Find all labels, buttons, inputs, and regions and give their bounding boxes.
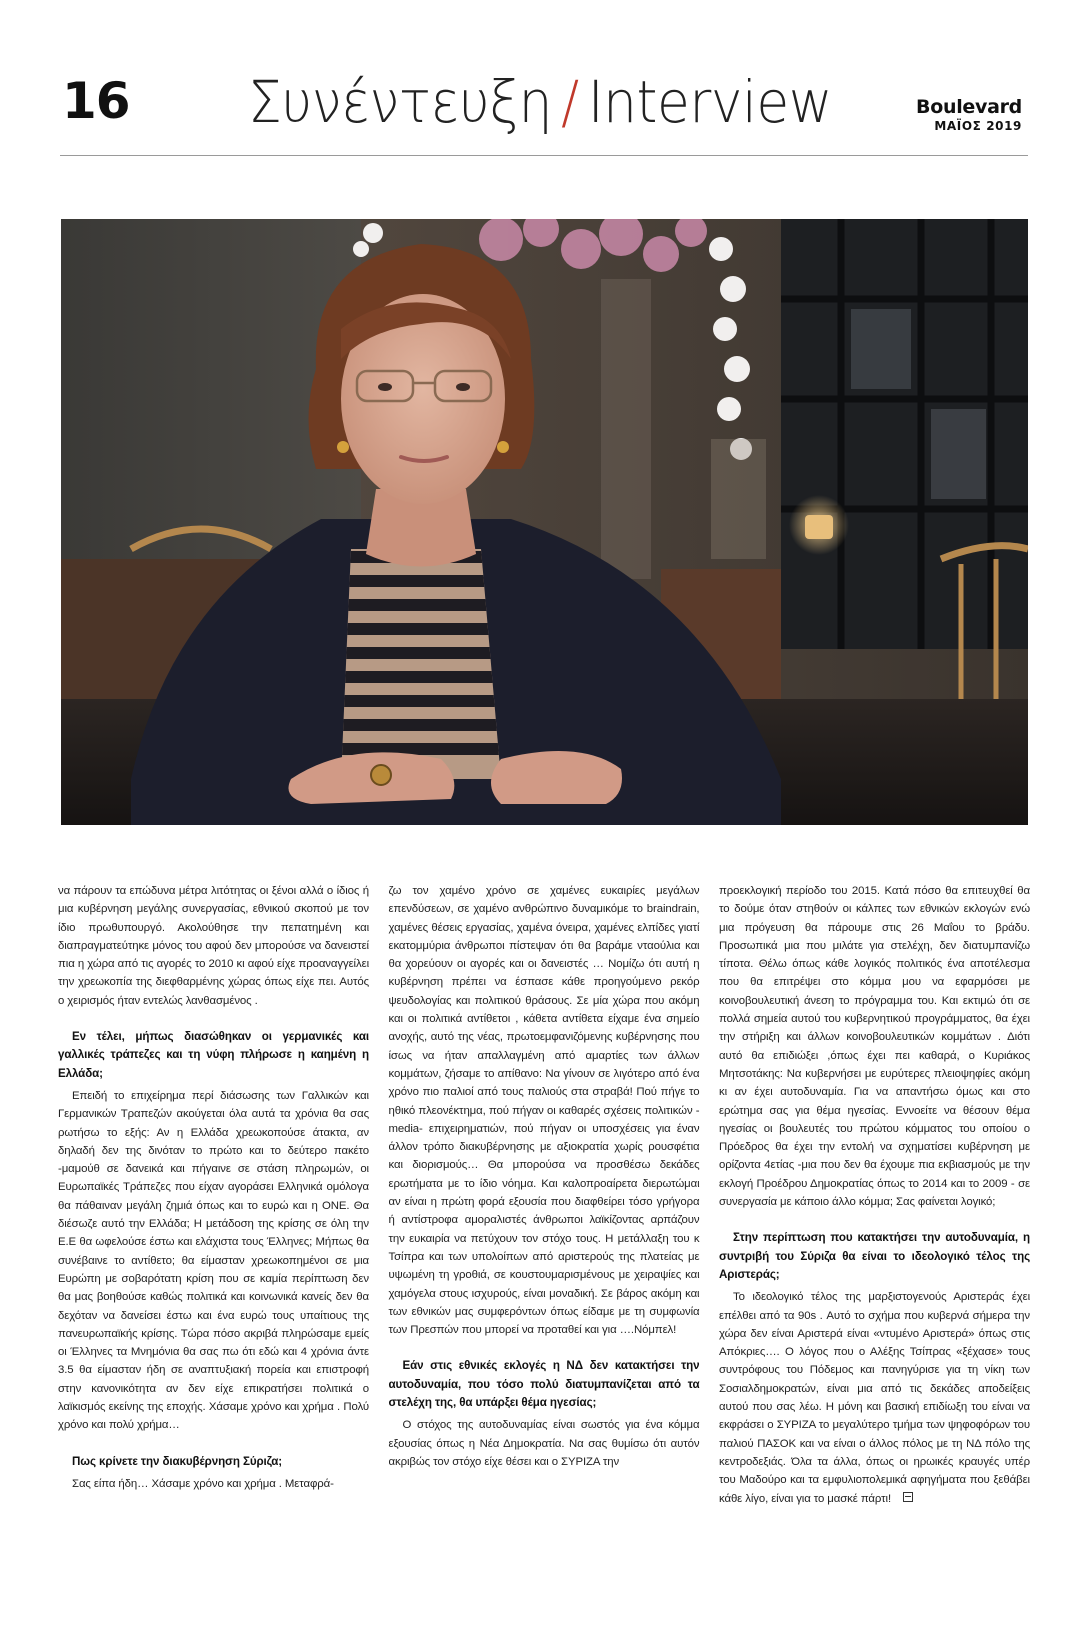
interview-question: Στην περίπτωση που κατακτήσει την αυτοδυναμία, η συντριβή του Σύριζα θα είναι το ιδεολογικό τέλος της Αριστεράς; <box>719 1231 1030 1281</box>
interview-question: Εν τέλει, μήπως διασώθηκαν οι γερμανικές και γαλλικές τράπεζες και τη νύφη πλήρωσε η καημένη η Ελλάδα; <box>58 1030 369 1080</box>
section-title-greek: Συνέντευξη <box>248 68 552 136</box>
header-divider <box>60 155 1028 156</box>
article-column-3 <box>719 882 1030 1622</box>
portrait-illustration <box>61 219 1028 825</box>
end-of-article-icon <box>903 1492 913 1502</box>
paragraph: προεκλογική περίοδο του 2015. Κατά πόσο θα επιτευχθεί θα το δούμε όταν στηθούν οι κάλπες των εθνικών εκλογών ενώ μια πρόγευση θα πάρουμε στις 26 Μαΐου το βράδυ. Προσωπικά μια που μιλάτε για στελέχη, δεν διατυμπανίζω τίποτα. Θέλω όπως κάθε λογικός πολιτικός ένα αποτέλεσμα που θα επιτρέψει στο κόμμα μου να εφαρμόσει με κοινοβουλευτική άνεση το πρόγραμμα του. Και εκτιμώ ότι σε πολλά σημεία αυτού του κυβερνητικού προγράμματος, θα έχει την στήριξη και άλλων κοινοβουλευτικών κομμάτων . Διότι αυτό θα επιδιώξει ,όπως έχει πει καθαρά, ο Κυριάκος Μητσοτάκης: Να κυβερνήσει με ευρύτερες πλειοψηφίες ακόμη κι αν έχει αυτοδυναμία. Για να απαντήσω όμως και στο ερώτημα σας για θέμα ηγεσίας. Εννοείτε να θέσουν θέμα ηγεσίας οι βουλευτές του πρώτου κόμματος του οποίου ο Πρόεδρος θα έχει την εντολή να σχηματίσει κυβέρνηση με ορίζοντα 4ετίας -μια που δεν θα έχουμε πια εκβιασμούς με την εκλογή Προέδρου Δημοκρατίας όπως το 2014 και το 2009 - σε συνεργασία με κάποιο άλλο κόμμα; Σας φαίνεται λογικό; <box>719 885 1030 1209</box>
section-title <box>43 68 1037 136</box>
paragraph: Σας είπα ήδη… Χάσαμε χρόνο και χρήμα . Μεταφρά- <box>72 1477 334 1490</box>
paragraph: Επειδή το επιχείρημα περί διάσωσης των Γαλλικών και Γερμανικών Τραπεζών ακούγεται όλα αυτά τα χρόνια θα σας ρωτήσω το εξής: Αν η Ελλάδα χρεωκοπούσε άτακτα, αν δηλαδή δεν της δινόταν το πρώτο και το δεύτερο πακέτο -μαμούθ σε δανεικά και πήγαινε σε στάση πληρωμών, οι Ευρωπαϊκές Τράπεζες που είχαν αγοράσει Ελληνικά ομόλογα θα πάθαιναν μεγάλη ζημιά όπως και το ευρώ και η ΟΝΕ. Θα διέσωζε αυτό την Ελλάδα; Η μετάδοση της κρίσης σε όλη την Ε.Ε θα ωφελούσε έστω και ελάχιστα τους Έλληνες; Μήπως θα συνέβαινε το αντίθετο; θα είμασταν χρεωκοπημένοι σε μια Ευρώπη με σοβαρότατη κρίση που σε καμία περίπτωση δεν θα μας βοηθούσε καθώς πολιτικά και κοινωνικά κανείς δεν θα δεχόταν να δανείσει έστω και ένα ευρώ τους υπαίτιους της πανευρωπαϊκής κρίσης. Τώρα πόσο ακριβά πληρώσαμε εμείς οι Έλληνες τα Μνημόνια θα σας πω ότι εδώ και 4 χρόνια άντε 3.5 θα είμασταν ήδη σε αναπτυξιακή πορεία και επιστροφή στην κανονικότητα αν δεν είχε επικρατήσει πολιτικά ο λαϊκισμός εκείνης της εποχής. Χάσαμε χρόνο και χρήμα . Πολύ χρόνο και πολύ χρήμα… <box>58 1089 369 1432</box>
paragraph-final-text: Το ιδεολογικό τέλος της μαρξιστογενούς Αριστεράς έχει επέλθει από τα 90s . Αυτό το σχήμα που κυβερνά σήμερα την χώρα δεν είναι Αριστερά είναι «ντυμένο Αριστερά» όπως στις Απόκριες…. Ο λόγος που ο Αλέξης Τσίπρας «ξέχασε» τους συντρόφους του Πόδεμος και πανηγύρισε για τη νίκη των Σοσιαλδημοκρατών, είναι μια από τις δεκάδες αποδείξεις αυτού που σας λέω. Η μόνη και βασική επιδίωξη του είναι να εκφράσει ο ΣΥΡΙΖΑ το μεγαλύτερο τμήμα των ψηφοφόρων του παλιού ΠΑΣΟΚ και να είναι ο άλλος πόλος με τη ΝΔ πόλο της κεντροδεξιάς. Όλα τα άλλα, όπως οι ηρωικές κραυγές υπέρ του Μαδούρο και τα εμφυλιοπολεμικά αφηγήματα που ξεθάβει κάθε λίγο, είναι για το μασκέ πάρτι! <box>719 1291 1030 1505</box>
issue-date: ΜΑΪΟΣ 2019 <box>934 119 1022 133</box>
paragraph: να πάρουν τα επώδυνα μέτρα λιτότητας οι ξένοι αλλά ο ίδιος ή μια κυβέρνηση μεγάλης συνεργασίας, εθνικού σκοπού με τον ίδιο πρωθυπουργό. Ακολούθησε την πεπατημένη και διαπραγματεύτηκε μόνος του αφού δεν μπορούσε να δανειστεί πια η χώρα από τις αγορές το 2010 κι αφού είχε προαναγγείλει την χρεωκοπία της διεφθαρμένης χώρας όπως είχε πει. Αυτός ο χειρισμός ήταν εντελώς λανθασμένος . <box>58 885 369 1007</box>
section-title-separator: / <box>561 68 579 136</box>
publication-brand <box>916 98 1022 133</box>
interview-question: Εάν στις εθνικές εκλογές η ΝΔ δεν κατακτήσει την αυτοδυναμία, που τόσο πολύ διατυμπανίζεται από τα στελέχη της, θα υπάρξει θέμα ηγεσίας; <box>388 1359 700 1410</box>
interview-article <box>58 882 1030 1622</box>
section-title-english: Interview <box>587 68 832 136</box>
brand-name: Boulevard <box>916 96 1022 118</box>
interview-portrait-photo <box>61 219 1028 825</box>
page-number: 16 <box>62 72 130 130</box>
interview-question: Πως κρίνετε την διακυβέρνηση Σύριζα; <box>72 1454 283 1468</box>
paragraph: Ο στόχος της αυτοδυναμίας είναι σωστός για ένα κόμμα εξουσίας όπως η Νέα Δημοκρατία. Να σας θυμίσω ότι αυτόν ακριβώς τον στόχο είχε θέσει και ο ΣΥΡΙΖΑ την <box>388 1419 700 1468</box>
article-column-1 <box>58 882 369 1622</box>
paragraph: ζω τον χαμένο χρόνο σε χαμένες ευκαιρίες μεγάλων επενδύσεων, σε χαμένο ανθρώπινο δυναμικόμε το braindrain, χαμένες θέσεις εργασίας, χαμένα όνειρα, χαμένες ελπίδες γιατί εκατομμύρια άνθρωποι πίστεψαν ότι θα βαράμε νταούλια και θα χορεύουν οι αγορές και οι δανειστές … Νομίζω ότι αυτή η κυβέρνηση πρέπει να έσπασε κάθε προηγούμενο ρεκόρ ψευδολογίας και πολιτικού θράσους. Σε μία χώρα που ακόμη και οι πολιτικά αντίθετοι , κάθετα αντίθετα είχαμε ένα σημείο ανοχής, αυτό της νέας, πρωτοεμφανιζόμενης κυβέρνησης που ίσως να ήταν απαλλαγμένη από αμαρτίες των άλλων κομμάτων, ζήσαμε το απίθανο: Να γίνουν σε λιγότερο από ένα χρόνο πιο παλιοί από τους παλιούς στα στραβά! Πού πήγε το ηθικό πλεονέκτημα, πού πήγαν οι καθαρές σχέσεις πολιτικών -media- επιχειρηματιών, πού πήγαν οι υποσχέσεις για έναν άλλον τρόπο διακυβέρνησης με αξιοκρατία χωρίς ρουσφέτια και διορισμούς… Θα μπορούσα να προσθέσω δεκάδες ερωτήματα με το ίδιο νόημα. Και καλοπροαίρετα διερωτώμαι αν είναι η πρώτη φορά εξουσία που διαφθείρει τόσο γρήγορα ή αντίστροφα αμοραλιστές άνθρωποι λαϊκίζοντας αρπάζουν την ευκαιρία να πετύχουν τον στόχο τους. Η μετάλλαξη του κ Τσίπρα και των υπολοίπων από αριστερούς της πλατείας με υψωμένη τη γροθιά, σε κουστουμαρισμένους με χειραψίες και χαμόγελα στους ισχυρούς, είναι μοναδική. Σε βάρος ακόμη και των εθνικών μας συμφερόντων όπως είδαμε με τη συμφωνία των Πρεσπών που μπορεί να προταθεί και για ….Νόμπελ! <box>388 885 700 1337</box>
article-column-2 <box>389 882 700 1622</box>
paragraph-final <box>719 1288 1030 1508</box>
